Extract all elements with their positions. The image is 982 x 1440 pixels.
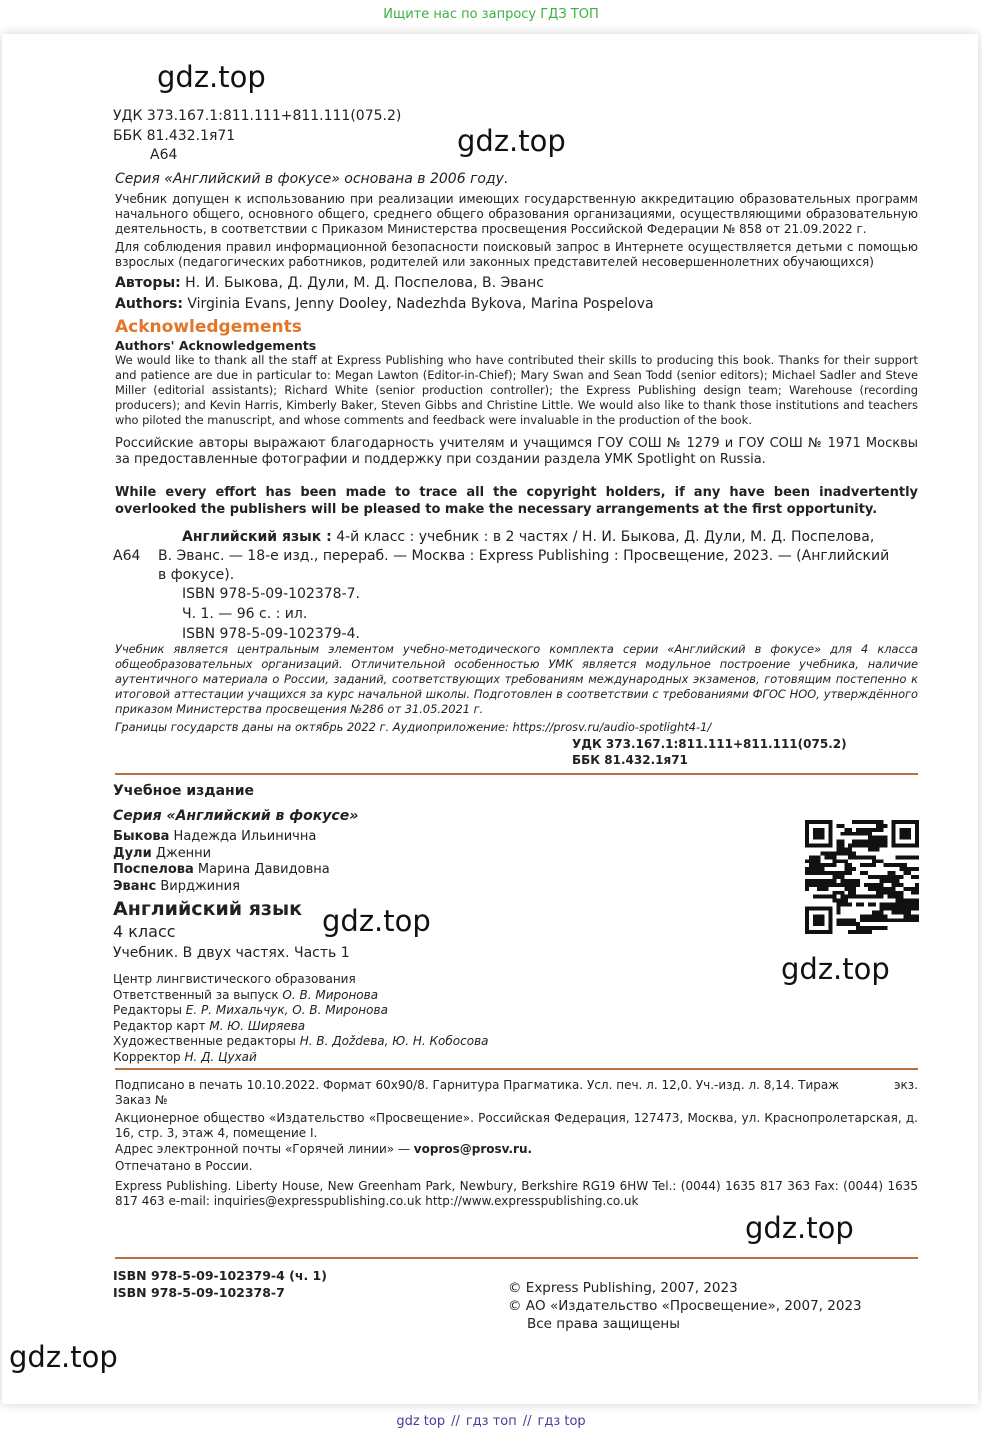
staff-line <box>113 1050 489 1066</box>
edition-author <box>113 829 330 846</box>
edition-staff <box>113 972 489 1065</box>
authors-en <box>115 295 918 314</box>
nav-link[interactable]: гдз top <box>537 1414 586 1429</box>
imprint-signed <box>115 1078 918 1093</box>
nav-link[interactable]: гдз топ <box>465 1414 517 1429</box>
staff-name: М. Ю. Ширяева <box>209 1018 306 1033</box>
authors-en-label: Authors: <box>115 296 183 312</box>
divider <box>115 1257 918 1259</box>
series-note: Серия «Английский в фокусе» основана в 2006 году. <box>115 171 509 187</box>
nav-separator: // <box>451 1414 460 1429</box>
author-surname: Эванс <box>113 878 157 894</box>
author-given: Надежда Ильинична <box>169 829 317 844</box>
ack-body: We would like to thank all the staff at Express Publishing who have contributed their skills to producing this book. Thanks for their support and patience are due in particular to: Megan Lawton (Editor-in-Chief); Mary Swan and Sean Todd (senior editors); Michael Sadler and Steve Miller (editorial assistants); Richard White (senior production controller); the Express Publishing design team; Warehouse (recording producers); and Kevin Harris, Kimberly Baker, Steven Gibbs and Christine Little. We would also like to thank those institutions and teachers who piloted the manuscript, and whose comments and feedback were invaluable in the production of the book. <box>115 353 918 427</box>
catalog-isbn-set: ISBN 978-5-09-102378-7. <box>182 586 360 602</box>
staff-name: Н. В. Доždева, Ю. Н. Кобосова <box>299 1034 489 1048</box>
copyright-line: © Express Publishing, 2007, 2023 <box>508 1280 738 1296</box>
catalog-abstract: Учебник является центральным элементом учебно-методического комплекта серии «Английский в фокусе» для 4 класса общеобразовательных организаций. Отличительной особенностью УМК является модульное построение учебника, наличие аутентичного материала о России, заданий, соответствующих требованиям международных экзаменов, готовящим постепенно к итоговой аттестации учащихся за курс начальной школы. Подготовлен в соответствии с требованиями ФГОС НОО, утверждённого приказом Министерства просвещения №286 от 31.05.2021 г. <box>115 642 918 716</box>
staff-role: Редактор карт <box>113 1018 210 1033</box>
copyright-block <box>508 1279 862 1333</box>
authors-ru <box>115 274 918 293</box>
copyright-line: Все права защищены <box>527 1316 680 1332</box>
udk-code: УДК 373.167.1:811.111+811.111(075.2) <box>113 108 402 124</box>
edition-title: Английский язык <box>113 898 303 920</box>
email-label: Адрес электронной почты «Горячей линии» — <box>115 1142 414 1156</box>
edition-author <box>113 879 330 896</box>
edition-series: Серия «Английский в фокусе» <box>113 808 359 824</box>
bottom-nav <box>0 1410 982 1436</box>
staff-line <box>113 972 489 988</box>
edition-label: Учебное издание <box>113 783 255 799</box>
author-surname: Поспелова <box>113 862 194 877</box>
imprint-order: Заказ № <box>115 1093 168 1107</box>
imprint-email <box>115 1142 918 1157</box>
edition-author <box>113 862 330 879</box>
authors-ru-names: Н. И. Быкова, Д. Дули, М. Д. Поспелова, В. Эванс <box>185 275 544 291</box>
catalog-line3: в фокусе). <box>158 567 235 583</box>
staff-role: Корректор <box>113 1049 185 1064</box>
staff-role: Центр лингвистического образования <box>113 972 356 986</box>
catalog-line2: В. Эванс. — 18-е изд., перераб. — Москва : Express Publishing : Просвещение, 2023. — (Английский <box>158 548 890 564</box>
qr-code <box>805 820 919 934</box>
author-given: Дженни <box>151 845 212 861</box>
staff-name: Н. Д. Цухай <box>184 1049 257 1064</box>
imprint-express: Express Publishing. Liberty House, New Greenham Park, Newbury, Berkshire RG19 6HW Tel.: (0044) 1635 817 363 Fax: (0044) 1635 817 463 e-mail: inquiries@expresspublishing.co.uk http://www.expresspublishing.co.uk <box>115 1179 918 1208</box>
catalog-pages: Ч. 1. — 96 с. : ил. <box>182 606 308 622</box>
staff-name: Е. Р. Михальчук, О. В. Миронова <box>185 1003 388 1017</box>
staff-role: Ответственный за выпуск <box>113 987 283 1002</box>
catalog-bbk: ББК 81.432.1я71 <box>572 753 688 767</box>
ru-thanks: Российские авторы выражают благодарность учителям и учащимся ГОУ СОШ № 1279 и ГОУ СОШ № 1971 Москвы за предоставленные фотографии и поддержку при создании раздела УМК Spotlight on Russia. <box>115 436 918 467</box>
nav-link[interactable]: gdz top <box>396 1414 446 1429</box>
catalog-udk: УДК 373.167.1:811.111+811.111(075.2) <box>572 737 847 751</box>
imprint-signed-end: экз. <box>893 1078 918 1092</box>
watermark: gdz.top <box>9 1340 118 1374</box>
edition-grade: 4 класс <box>113 922 176 941</box>
author-given: Вирджиния <box>156 878 240 894</box>
staff-line <box>113 1019 489 1035</box>
safety-text: Для соблюдения правил информационной безопасности поисковый запрос в Интернете осуществляется детьми с помощью взрослых (педагогических работников, родителей или законных представителей несовершеннолетних обучающихся) <box>115 240 918 269</box>
staff-role: Художественные редакторы <box>113 1034 300 1048</box>
watermark: gdz.top <box>781 952 890 986</box>
approval-text: Учебник допущен к использованию при реализации имеющих государственную аккредитацию образовательных программ начального общего, основного общего, среднего общего образования организациями, осуществляющими образовательную деятельность, в соответствии с Приказом Министерства просвещения Российской Федерации № 858 от 21.09.2022 г. <box>115 192 918 236</box>
catalog-code: А64 <box>113 548 141 564</box>
isbn-set: ISBN 978-5-09-102378-7 <box>113 1285 285 1300</box>
divider <box>115 1068 918 1070</box>
watermark: gdz.top <box>745 1211 854 1245</box>
watermark: gdz.top <box>157 60 266 94</box>
author-surname: Дули <box>113 845 152 861</box>
author-mark: А64 <box>150 147 178 163</box>
staff-line <box>113 1003 489 1019</box>
nav-separator: // <box>522 1414 532 1429</box>
catalog-line1 <box>182 528 874 547</box>
author-surname: Быкова <box>113 829 170 844</box>
staff-line <box>113 1034 489 1050</box>
imprint-signed-text: Подписано в печать 10.10.2022. Формат 60x90/8. Гарнитура Прагматика. Усл. печ. л. 12,0. Уч.-изд. л. 8,14. Тираж <box>115 1078 840 1092</box>
staff-name: О. В. Миронова <box>282 987 379 1002</box>
copyright-line: © АО «Издательство «Просвещение», 2007, 2023 <box>508 1298 862 1314</box>
ack-title: Acknowledgements <box>115 317 302 337</box>
copyright-note: While every effort has been made to trace all the copyright holders, if any have been inadvertently overlooked the publishers will be pleased to make the necessary arrangements at the first opportunity. <box>115 485 918 517</box>
isbn-part: ISBN 978-5-09-102379-4 (ч. 1) <box>113 1268 327 1283</box>
author-given: Марина Давидовна <box>193 862 330 877</box>
imprint-printed: Отпечатано в России. <box>115 1159 253 1173</box>
catalog-line1-rest: 4-й класс : учебник : в 2 частях / Н. И. Быкова, Д. Дули, М. Д. Поспелова, <box>331 529 875 545</box>
email-address: vopros@prosv.ru. <box>413 1142 533 1156</box>
isbn-block <box>113 1267 327 1301</box>
bbk-code: ББК 81.432.1я71 <box>113 128 236 144</box>
edition-authors <box>113 829 330 895</box>
catalog-isbn-part: ISBN 978-5-09-102379-4. <box>182 626 360 642</box>
watermark: gdz.top <box>322 904 431 938</box>
catalog-title: Английский язык : <box>182 529 332 545</box>
authors-ru-label: Авторы: <box>115 275 181 291</box>
top-banner: Ищите нас по запросу ГДЗ ТОП <box>383 7 599 22</box>
catalog-borders: Границы государств даны на октябрь 2022 г. Аудиоприложение: https://prosv.ru/audio-spotlight4-1/ <box>115 720 712 734</box>
staff-line <box>113 988 489 1004</box>
staff-role: Редакторы <box>113 1003 186 1017</box>
divider <box>115 773 918 775</box>
edition-subtitle: Учебник. В двух частях. Часть 1 <box>113 945 350 961</box>
watermark: gdz.top <box>457 124 566 158</box>
authors-en-names: Virginia Evans, Jenny Dooley, Nadezhda Bykova, Marina Pospelova <box>187 296 654 312</box>
imprint-publisher: Акционерное общество «Издательство «Просвещение». Российская Федерация, 127473, Москва, ул. Краснопролетарская, д. 16, стр. 3, этаж 4, помещение I. <box>115 1111 918 1140</box>
ack-subtitle: Authors' Acknowledgements <box>115 338 317 353</box>
edition-author <box>113 846 330 863</box>
book-page <box>2 34 978 1404</box>
